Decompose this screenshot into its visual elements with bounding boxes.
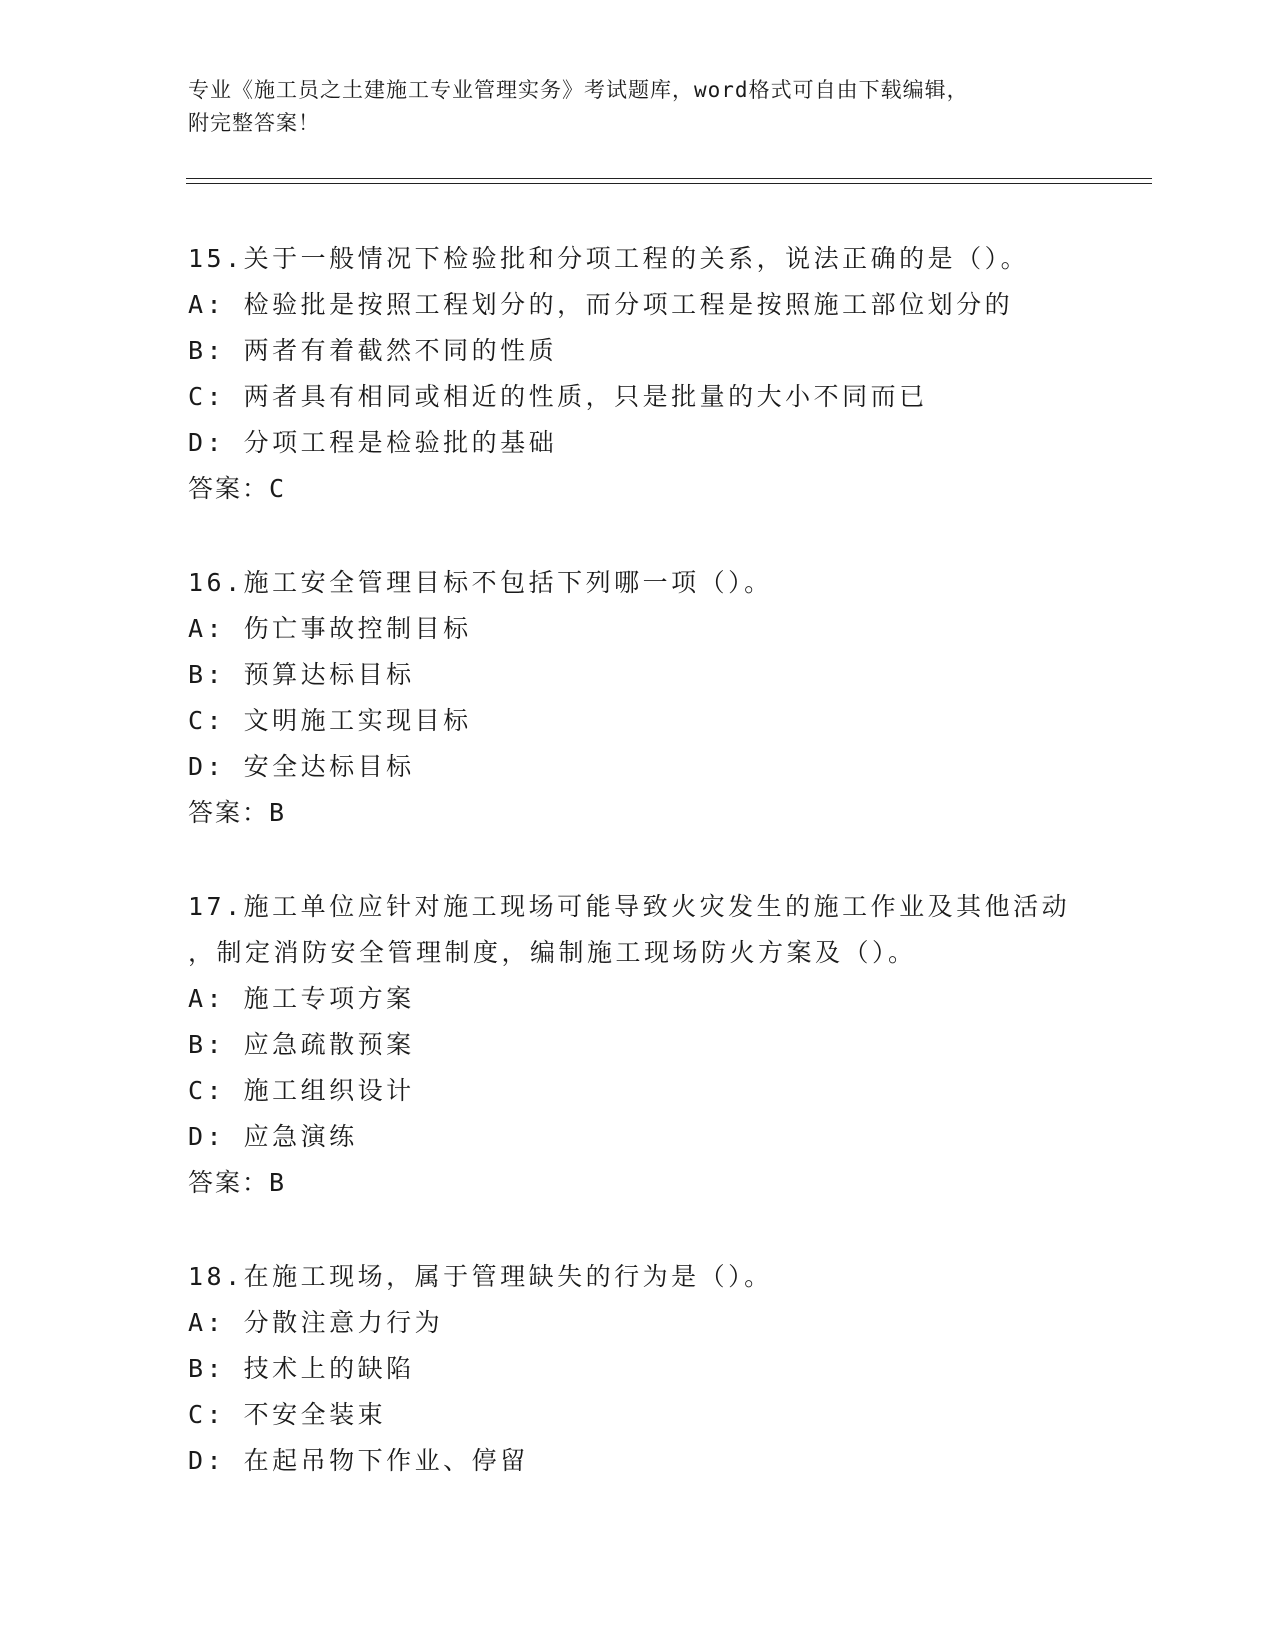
option-d: D: 安全达标目标: [188, 752, 415, 781]
question-17: [188, 884, 1148, 1206]
question-text: 15.关于一般情况下检验批和分项工程的关系，说法正确的是（）。: [188, 244, 1030, 273]
question-18: [188, 1254, 1148, 1484]
header-line-2: 附完整答案！: [188, 111, 320, 135]
answer: 答案：C: [188, 474, 287, 503]
document-header: [188, 74, 1108, 140]
header-line-1: 专业《施工员之土建施工专业管理实务》考试题库，word格式可自由下载编辑，: [188, 78, 969, 102]
option-b: B: 应急疏散预案: [188, 1030, 415, 1059]
option-a: A: 施工专项方案: [188, 984, 415, 1013]
header-divider-bottom: [186, 183, 1152, 184]
option-d: D: 应急演练: [188, 1122, 358, 1151]
option-d: D: 在起吊物下作业、停留: [188, 1446, 529, 1475]
question-text: 18.在施工现场，属于管理缺失的行为是（）。: [188, 1262, 773, 1291]
option-d: D: 分项工程是检验批的基础: [188, 428, 558, 457]
option-b: B: 预算达标目标: [188, 660, 415, 689]
option-a: A: 伤亡事故控制目标: [188, 614, 472, 643]
question-15: [188, 236, 1148, 512]
answer: 答案：B: [188, 798, 287, 827]
option-b: B: 两者有着截然不同的性质: [188, 336, 558, 365]
option-c: C: 文明施工实现目标: [188, 706, 472, 735]
question-text-line-2: ，制定消防安全管理制度，编制施工现场防火方案及（）。: [188, 938, 917, 967]
option-c: C: 施工组织设计: [188, 1076, 415, 1105]
option-a: A: 分散注意力行为: [188, 1308, 444, 1337]
question-list: [188, 236, 1148, 1532]
question-16: [188, 560, 1148, 836]
question-text-line-1: 17.施工单位应针对施工现场可能导致火灾发生的施工作业及其他活动: [188, 892, 1071, 921]
answer: 答案：B: [188, 1168, 287, 1197]
option-c: C: 不安全装束: [188, 1400, 387, 1429]
option-c: C: 两者具有相同或相近的性质，只是批量的大小不同而已: [188, 382, 928, 411]
header-divider-top: [186, 178, 1152, 179]
option-a: A: 检验批是按照工程划分的，而分项工程是按照施工部位划分的: [188, 290, 1014, 319]
option-b: B: 技术上的缺陷: [188, 1354, 415, 1383]
question-text: 16.施工安全管理目标不包括下列哪一项（）。: [188, 568, 773, 597]
